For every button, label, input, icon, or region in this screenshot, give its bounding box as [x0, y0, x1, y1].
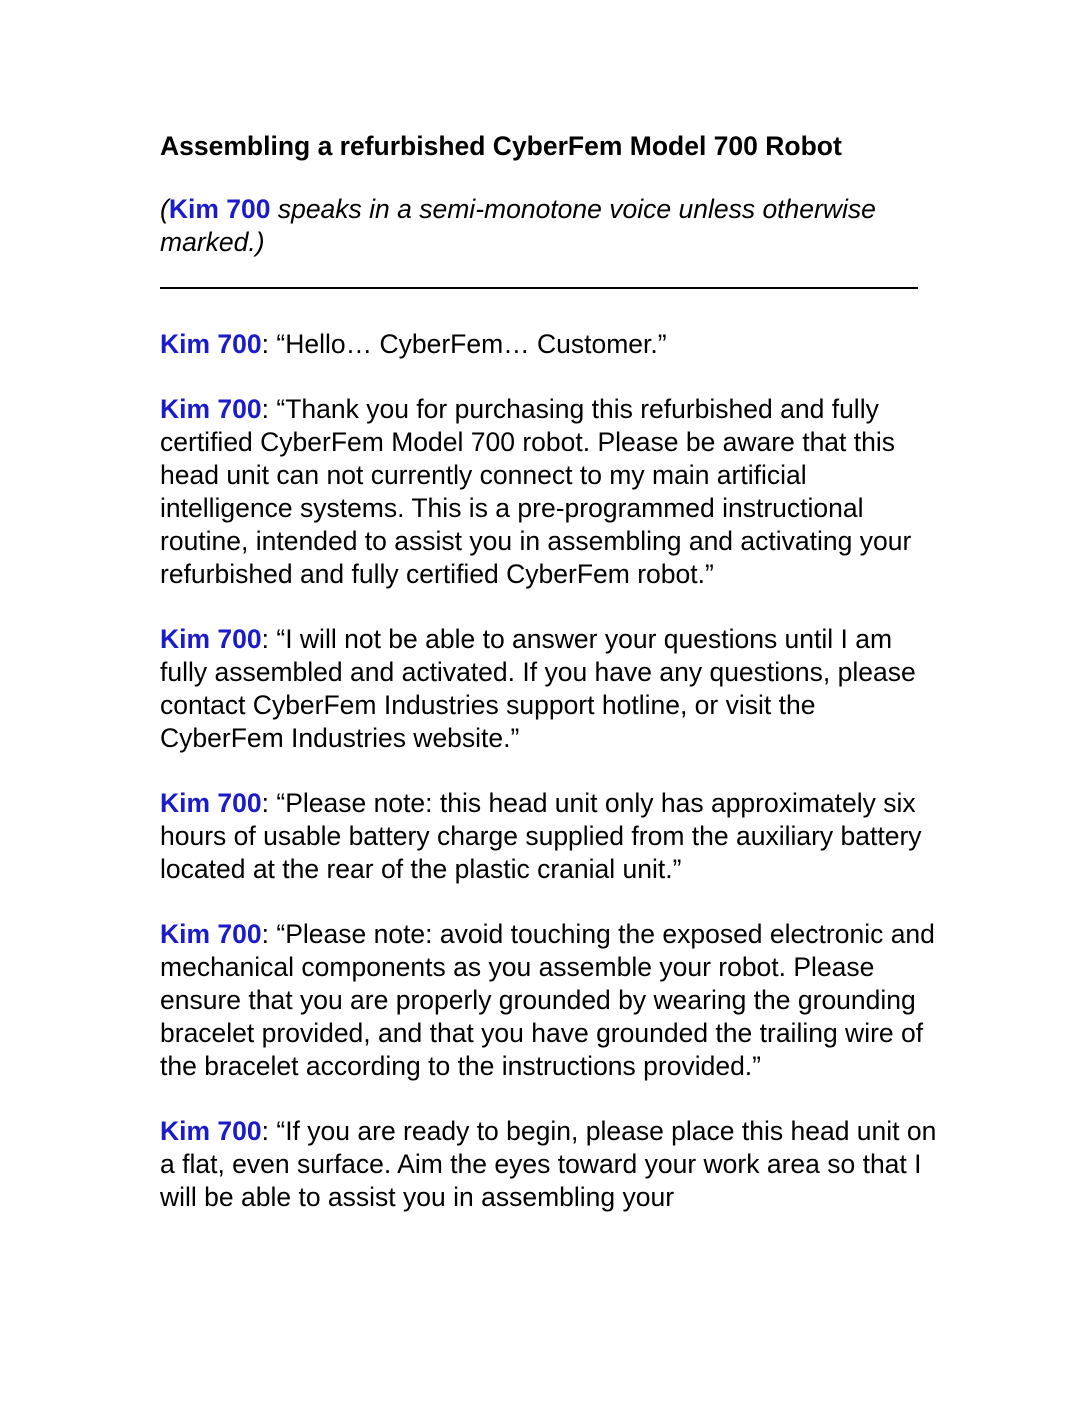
speaker-name: Kim 700	[160, 624, 262, 654]
dialogue-entry	[160, 623, 940, 755]
stage-direction-open-paren: (	[160, 194, 169, 224]
dialogue-text: “If you are ready to begin, please place this head unit on a flat, even surface. Aim the eyes toward your work area so that I will be able to assist you in assembling your	[160, 1116, 937, 1212]
speaker-colon: :	[261, 1116, 277, 1146]
speaker-name: Kim 700	[160, 919, 262, 949]
speaker-colon: :	[261, 329, 277, 359]
speaker-colon: :	[261, 624, 277, 654]
speaker-name: Kim 700	[168, 194, 271, 224]
speaker-name: Kim 700	[160, 329, 262, 359]
dialogue-text: “Please note: this head unit only has approximately six hours of usable battery charge supplied from the auxiliary battery located at the rear of the plastic cranial unit.”	[160, 788, 922, 884]
speaker-colon: :	[261, 394, 277, 424]
dialogue-entry	[160, 328, 940, 361]
dialogue-entry	[160, 393, 940, 591]
dialogue-text: “Thank you for purchasing this refurbished and fully certified CyberFem Model 700 robot. Please be aware that this head unit can not currently connect to my main artificial intelligence systems. This is a pre-programmed instructional routine, intended to assist you in assembling and activating your refurbished and fully certified CyberFem robot.”	[160, 394, 912, 589]
stage-direction-text: speaks in a semi-monotone voice unless otherwise marked.)	[160, 194, 876, 257]
dialogue-text: “Please note: avoid touching the exposed electronic and mechanical components as you assemble your robot. Please ensure that you are properly grounded by wearing the grounding bracelet provided, and that you have grounded the trailing wire of the bracelet according to the instructions provided.”	[160, 919, 935, 1081]
dialogue-entry	[160, 787, 940, 886]
speaker-name: Kim 700	[160, 788, 262, 818]
speaker-name: Kim 700	[160, 394, 262, 424]
dialogue-entry	[160, 1115, 940, 1214]
dialogue-text: “Hello… CyberFem… Customer.”	[276, 329, 667, 359]
speaker-name: Kim 700	[160, 1116, 262, 1146]
horizontal-separator	[160, 287, 918, 289]
dialogue-text: “I will not be able to answer your questions until I am fully assembled and activated. If you have any questions, please contact CyberFem Industries support hotline, or visit the CyberFem Industries website.”	[160, 624, 916, 753]
speaker-colon: :	[261, 788, 277, 818]
stage-direction	[160, 193, 940, 259]
speaker-colon: :	[261, 919, 277, 949]
document-title: Assembling a refurbished CyberFem Model 700 Robot	[160, 131, 842, 161]
dialogue-entry	[160, 918, 940, 1083]
document-page	[160, 128, 960, 1214]
